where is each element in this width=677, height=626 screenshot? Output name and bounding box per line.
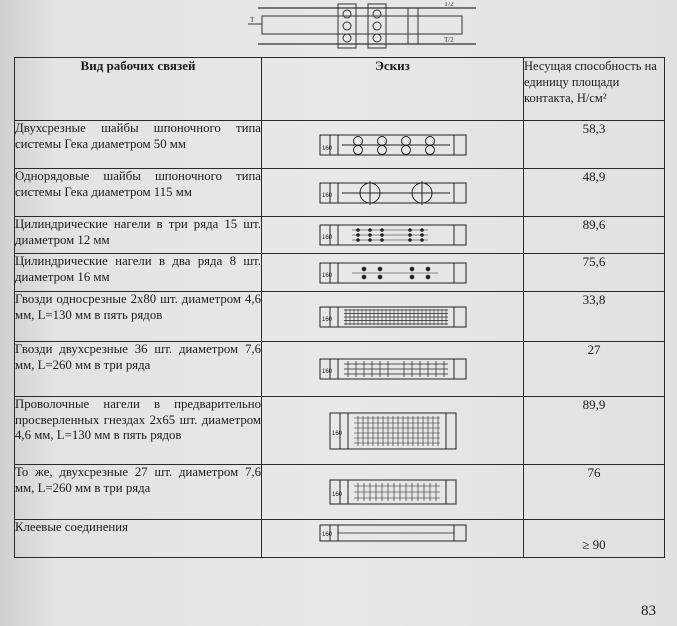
row-capacity: ≥ 90 (524, 520, 665, 558)
svg-text:160: 160 (321, 272, 332, 279)
joint-elevation-sketch-icon (248, 2, 478, 50)
row-type: Проволочные нагели в предварительно просверленных гнездах 2х65 шт. диаметром 4,6 мм, L=130 мм в пять рядов (15, 397, 262, 465)
table-header-row (15, 58, 665, 121)
table-row (15, 342, 665, 397)
row-type: Цилиндрические нагели в два ряда 8 шт. диаметром 16 мм (15, 254, 262, 292)
double-shear-wire-dowels-sketch-icon (328, 477, 458, 507)
wire-dowels-sketch-icon (328, 411, 458, 451)
double-shear-nails-sketch-icon (318, 356, 468, 382)
double-shear-washer-sketch-icon (318, 132, 468, 158)
row-capacity: 27 (524, 342, 665, 397)
svg-text:160: 160 (331, 430, 342, 437)
svg-text:160: 160 (321, 531, 332, 538)
row-capacity: 89,9 (524, 397, 665, 465)
two-row-dowel-sketch-icon (318, 260, 468, 286)
table-row (15, 292, 665, 342)
svg-text:T/2: T/2 (444, 2, 454, 8)
table-row (15, 121, 665, 169)
svg-text:160: 160 (321, 316, 332, 323)
table-row (15, 217, 665, 254)
svg-text:T/2: T/2 (444, 36, 454, 44)
header-capacity: Несущая способность на единицу площади контакта, Н/см² (524, 58, 665, 121)
table-row (15, 254, 665, 292)
row-capacity: 33,8 (524, 292, 665, 342)
svg-text:160: 160 (321, 369, 332, 375)
row-type: Клеевые соединения (15, 520, 262, 558)
single-row-washer-sketch-icon (318, 179, 468, 207)
row-type: То же, двухсрезные 27 шт. диаметром 7,6 мм, L=260 мм в три ряда (15, 465, 262, 520)
row-capacity: 48,9 (524, 169, 665, 217)
row-capacity: 89,6 (524, 217, 665, 254)
row-type: Двухсрезные шайбы шпоночного типа системы Гека диаметром 50 мм (15, 121, 262, 169)
svg-text:160: 160 (321, 235, 332, 241)
header-sketch: Эскиз (262, 58, 524, 121)
row-capacity: 76 (524, 465, 665, 520)
row-type: Цилиндрические нагели в три ряда 15 шт. диаметром 12 мм (15, 217, 262, 254)
svg-text:160: 160 (321, 145, 332, 152)
page-number: 83 (641, 603, 656, 619)
svg-text:T: T (250, 16, 255, 24)
single-shear-nails-sketch-icon (318, 304, 468, 330)
three-row-dowel-sketch-icon (318, 222, 468, 248)
row-capacity: 58,3 (524, 121, 665, 169)
table-row (15, 397, 665, 465)
svg-text:160: 160 (321, 192, 332, 199)
row-capacity: 75,6 (524, 254, 665, 292)
glued-joint-sketch-icon (318, 522, 468, 544)
table-row (15, 169, 665, 217)
row-type: Гвозди односрезные 2х80 шт. диаметром 4,6 мм, L=130 мм в пять рядов (15, 292, 262, 342)
svg-text:160: 160 (331, 492, 342, 498)
joints-capacity-table (14, 57, 665, 558)
header-type: Вид рабочих связей (15, 58, 262, 121)
table-row (15, 520, 665, 558)
row-type: Однорядовые шайбы шпоночного типа системы Гека диаметром 115 мм (15, 169, 262, 217)
table-row (15, 465, 665, 520)
row-type: Гвозди двухсрезные 36 шт. диаметром 7,6 мм, L=260 мм в три ряда (15, 342, 262, 397)
